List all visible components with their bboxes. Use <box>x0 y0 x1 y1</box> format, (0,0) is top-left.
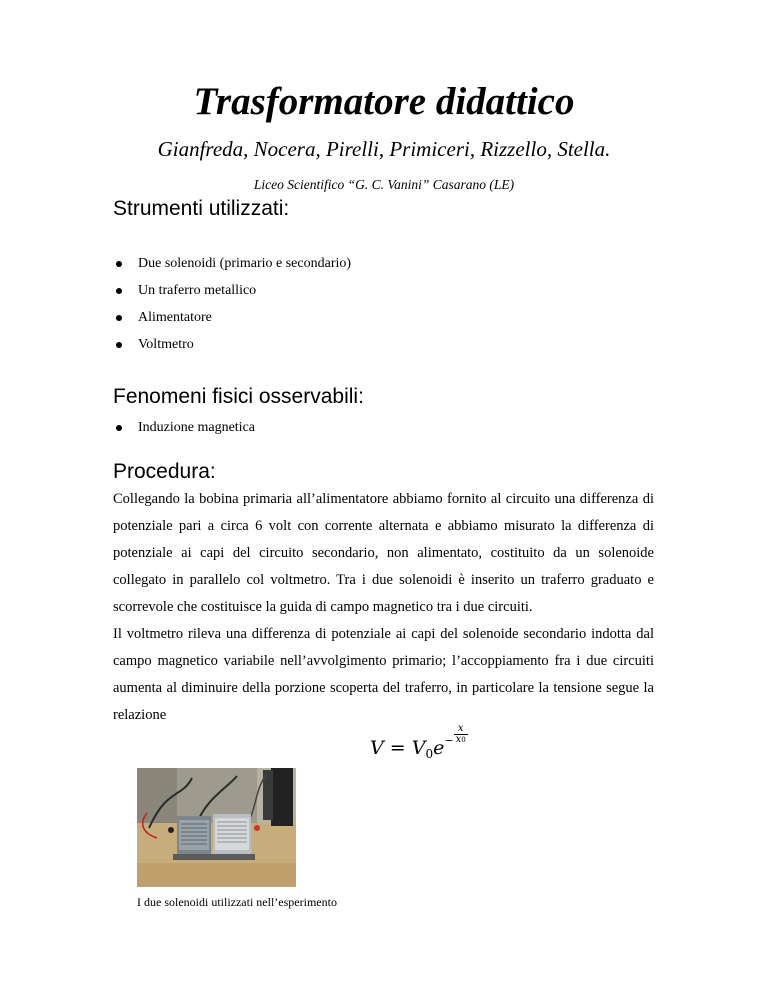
authors-line: Gianfreda, Nocera, Pirelli, Primiceri, Rizzello, Stella. <box>157 137 611 161</box>
bullet-icon <box>116 261 122 267</box>
solenoids-photo <box>137 768 296 887</box>
heading-procedura: Procedura: <box>113 460 216 483</box>
figure-caption: I due solenoidi utilizzati nell’esperimento <box>137 895 337 909</box>
heading-fenomeni: Fenomeni fisici osservabili: <box>113 385 364 408</box>
bullet-icon <box>116 342 122 348</box>
voltage-formula: $V = V_0e^-$ $\frac{x}{x0}$ <box>370 723 466 761</box>
school-line: Liceo Scientifico “G. C. Vanini” Casarano (LE) <box>253 177 515 192</box>
document-title: Trasformatore didattico <box>193 80 575 123</box>
procedure-paragraph-1: Collegando la bobina primaria all’alimentatore abbiamo fornito al circuito una differenza di potenziale pari a circa 6 volt con corrente alternata e abbiamo misurato la differenza di potenziale ai capi del circuito secondario, non alimentato, costituito da un solenoide collegato in parallelo col voltmetro. Tra i due solenoidi è inserito un traferro graduato e scorrevole che costituisce la guida di campo magnetico tra i due circuiti. <box>113 491 654 615</box>
fenomeni-list <box>113 419 255 446</box>
strumenti-list <box>113 255 351 363</box>
exponent-fraction: $\frac{x}{x0}$ <box>455 723 466 745</box>
list-item: Voltmetro <box>113 336 351 363</box>
bullet-icon <box>116 288 122 294</box>
list-item: Alimentatore <box>113 309 351 336</box>
list-item: Due solenoidi (primario e secondario) <box>113 255 351 282</box>
bullet-icon <box>116 315 122 321</box>
procedure-paragraph-2: Il voltmetro rileva una differenza di potenziale ai capi del solenoide secondario indotta dal campo magnetico variabile nell’avvolgimento primario; l’accoppiamento fra i due circuiti aumenta al diminuire della porzione scoperta del traferro, in particolare la tensione segue la relazione <box>113 626 654 723</box>
list-item: Induzione magnetica <box>113 419 255 446</box>
bullet-icon <box>116 425 122 431</box>
list-item: Un traferro metallico <box>113 282 351 309</box>
heading-strumenti: Strumenti utilizzati: <box>113 197 290 220</box>
